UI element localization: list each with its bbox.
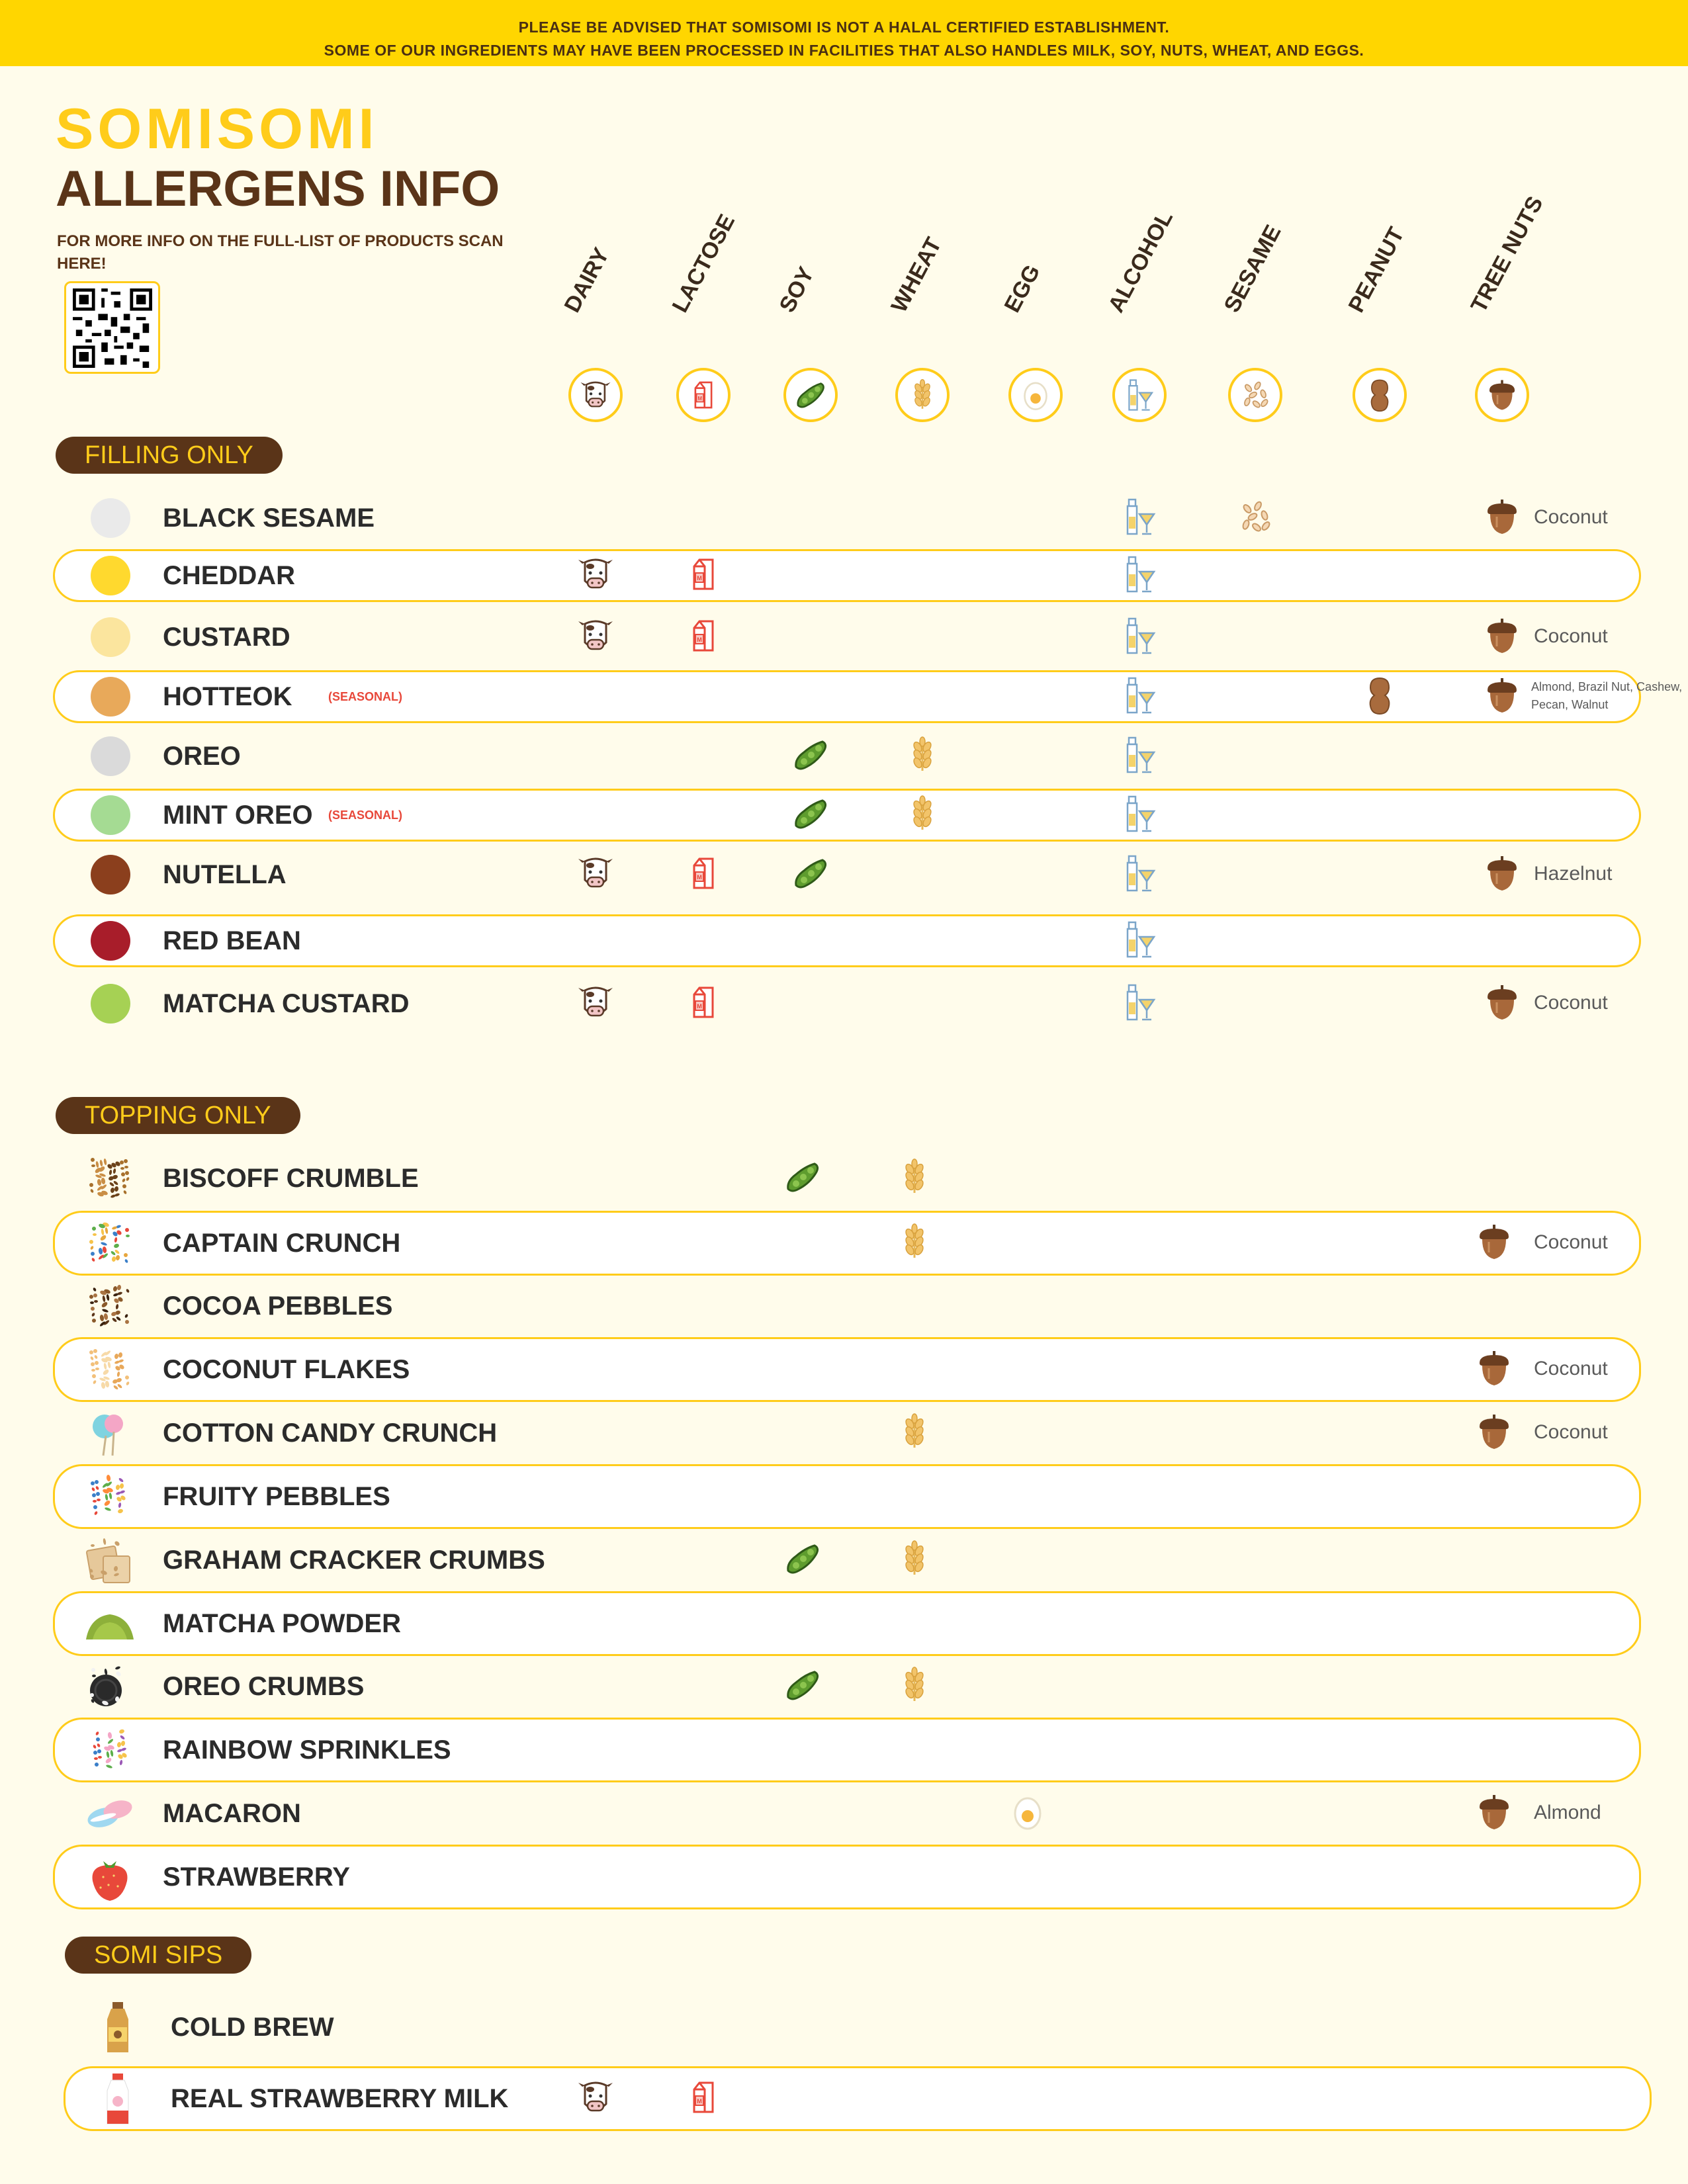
cow-icon	[576, 983, 615, 1026]
milk-carton-icon	[684, 616, 723, 659]
milk-carton-icon	[684, 554, 723, 597]
qr-code-icon	[73, 288, 152, 368]
wheat-icon	[895, 1665, 934, 1708]
wine-glass-icon	[1120, 616, 1159, 659]
cereal-image	[83, 1217, 136, 1273]
item-name: COCONUT FLAKES	[163, 1355, 410, 1384]
allergen-note: Coconut	[1534, 625, 1608, 647]
cocoa-pebbles-image	[83, 1280, 136, 1336]
item-name: COTTON CANDY CRUNCH	[163, 1419, 498, 1448]
strawberry-milk-bottle-image	[91, 2072, 144, 2128]
sesame-seeds-icon	[1235, 497, 1275, 540]
cow-icon	[576, 853, 615, 896]
notice-line-2: SOME OF OUR INGREDIENTS MAY HAVE BEEN PROCESSED IN FACILITIES THAT ALSO HANDLES MILK, SOY, NUTS, WHEAT, AND EGGS.	[324, 42, 1364, 59]
svg-text:M: M	[697, 2098, 702, 2105]
flavor-swatch	[91, 921, 130, 961]
wine-glass-icon	[1120, 676, 1159, 719]
matcha-powder-image	[83, 1597, 136, 1653]
wine-glass-icon	[1120, 497, 1159, 540]
wine-glass-icon	[1120, 735, 1159, 778]
wine-glass-icon	[1120, 983, 1159, 1026]
cold-brew-bottle-image	[91, 2001, 144, 2057]
flavor-swatch	[91, 984, 130, 1024]
column-icon-egg	[1008, 368, 1063, 422]
flavor-swatch	[91, 677, 130, 717]
column-header-lactose: LACTOSE	[667, 210, 740, 317]
wheat-icon	[895, 1539, 934, 1582]
column-header-alcohol: ALCOHOL	[1103, 206, 1178, 317]
milk-carton-icon	[684, 983, 723, 1026]
soybean-icon	[783, 1157, 822, 1200]
allergen-note: Coconut	[1534, 1231, 1608, 1253]
allergen-note: Coconut	[1534, 992, 1608, 1014]
item-name: MATCHA CUSTARD	[163, 989, 410, 1018]
item-name: CAPTAIN CRUNCH	[163, 1229, 401, 1258]
qr-code[interactable]	[64, 281, 160, 374]
egg-icon	[1008, 1792, 1047, 1835]
item-name: OREO CRUMBS	[163, 1672, 365, 1701]
acorn-icon	[1482, 853, 1522, 896]
allergen-note: Coconut	[1534, 506, 1608, 528]
section-label: SOMI SIPS	[65, 1937, 251, 1974]
item-name: STRAWBERRY	[163, 1862, 350, 1892]
section-label: TOPPING ONLY	[56, 1097, 300, 1134]
fruity-pebbles-image	[83, 1470, 136, 1526]
column-header-soy: SOY	[774, 263, 819, 317]
allergen-note: Almond, Brazil Nut, Cashew, Pecan, Walnut	[1531, 680, 1683, 711]
wine-glass-icon	[1120, 554, 1159, 597]
column-icon-peanut	[1353, 368, 1407, 422]
item-name: CHEDDAR	[163, 561, 295, 590]
wheat-icon	[895, 1157, 934, 1200]
brand-logo: SOMISOMI	[56, 97, 378, 161]
wheat-icon	[903, 735, 942, 778]
page-title: ALLERGENS INFO	[56, 161, 500, 217]
item-name: MACARON	[163, 1799, 301, 1828]
item-name: OREO	[163, 742, 241, 771]
column-icon-treenuts	[1475, 368, 1529, 422]
column-header-wheat: WHEAT	[886, 233, 947, 317]
item-name: CUSTARD	[163, 623, 290, 652]
wheat-icon	[903, 794, 942, 837]
column-header-egg: EGG	[999, 260, 1045, 317]
notice-line-1: PLEASE BE ADVISED THAT SOMISOMI IS NOT A HALAL CERTIFIED ESTABLISHMENT.	[518, 19, 1170, 36]
peanut-icon	[1360, 676, 1399, 719]
item-name: BISCOFF CRUMBLE	[163, 1164, 419, 1193]
halal-notice-banner	[0, 0, 1688, 66]
wine-glass-icon	[1120, 853, 1159, 896]
coconut-flakes-image	[83, 1343, 136, 1399]
column-header-dairy: DAIRY	[559, 243, 615, 317]
acorn-icon	[1482, 616, 1522, 659]
sprinkles-image	[83, 1724, 136, 1780]
allergen-note: Almond	[1534, 1802, 1601, 1823]
cow-icon	[576, 616, 615, 659]
section-label: FILLING ONLY	[56, 437, 283, 474]
column-header-sesame: SESAME	[1219, 220, 1286, 317]
item-name: BLACK SESAME	[163, 503, 375, 533]
item-name: RAINBOW SPRINKLES	[163, 1735, 451, 1765]
graham-cracker-image	[83, 1534, 136, 1590]
item-name: MATCHA POWDER	[163, 1609, 401, 1638]
crumble-image	[83, 1152, 136, 1208]
wine-glass-icon	[1120, 920, 1159, 963]
acorn-icon	[1482, 676, 1522, 719]
acorn-icon	[1474, 1222, 1514, 1265]
milk-carton-icon	[684, 2077, 723, 2120]
strawberry-image	[83, 1851, 136, 1907]
soybean-icon	[791, 735, 830, 778]
svg-text:M: M	[697, 395, 703, 402]
svg-text:M: M	[697, 1003, 702, 1010]
svg-text:M: M	[697, 636, 702, 643]
acorn-icon	[1474, 1348, 1514, 1391]
column-icon-wheat	[895, 368, 950, 422]
item-name: MINT OREO	[163, 801, 313, 830]
oreo-crumbs-image	[83, 1660, 136, 1716]
flavor-swatch	[91, 617, 130, 657]
item-name: COCOA PEBBLES	[163, 1291, 393, 1321]
acorn-icon	[1482, 497, 1522, 540]
item-name: GRAHAM CRACKER CRUMBS	[163, 1546, 545, 1575]
soybean-icon	[783, 1539, 822, 1582]
wheat-icon	[895, 1412, 934, 1455]
cow-icon	[576, 554, 615, 597]
flavor-swatch	[91, 855, 130, 895]
wine-glass-icon	[1120, 794, 1159, 837]
soybean-icon	[791, 794, 830, 837]
wheat-icon	[895, 1222, 934, 1265]
item-name: HOTTEOK	[163, 682, 292, 711]
allergen-note: Coconut	[1534, 1421, 1608, 1443]
flavor-swatch	[91, 736, 130, 776]
item-name: COLD BREW	[171, 2013, 334, 2042]
seasonal-tag: (SEASONAL)	[328, 808, 402, 822]
macaron-image	[83, 1787, 136, 1843]
item-name: RED BEAN	[163, 926, 301, 955]
column-icon-lactose	[676, 368, 731, 422]
column-icon-soy	[783, 368, 838, 422]
allergen-note: Coconut	[1534, 1358, 1608, 1379]
item-name: REAL STRAWBERRY MILK	[171, 2084, 509, 2113]
item-name: FRUITY PEBBLES	[163, 1482, 390, 1511]
column-icon-dairy	[568, 368, 623, 422]
flavor-swatch	[91, 795, 130, 835]
cow-icon	[576, 2077, 615, 2120]
soybean-icon	[783, 1665, 822, 1708]
svg-text:M: M	[697, 874, 702, 881]
acorn-icon	[1474, 1412, 1514, 1455]
milk-carton-icon	[684, 853, 723, 896]
column-icon-sesame	[1228, 368, 1282, 422]
allergen-note: Hazelnut	[1534, 863, 1613, 885]
soybean-icon	[791, 853, 830, 896]
svg-text:M: M	[697, 575, 702, 582]
seasonal-tag: (SEASONAL)	[328, 690, 402, 703]
acorn-icon	[1482, 983, 1522, 1026]
column-header-treenuts: TREE NUTS	[1466, 192, 1548, 317]
column-header-peanut: PEANUT	[1343, 223, 1409, 317]
flavor-swatch	[91, 498, 130, 538]
item-name: NUTELLA	[163, 860, 287, 889]
acorn-icon	[1474, 1792, 1514, 1835]
column-icon-alcohol	[1112, 368, 1167, 422]
cotton-candy-image	[83, 1407, 136, 1463]
flavor-swatch	[91, 556, 130, 595]
scan-note: FOR MORE INFO ON THE FULL-LIST OF PRODUCTS SCAN HERE!	[57, 232, 504, 273]
